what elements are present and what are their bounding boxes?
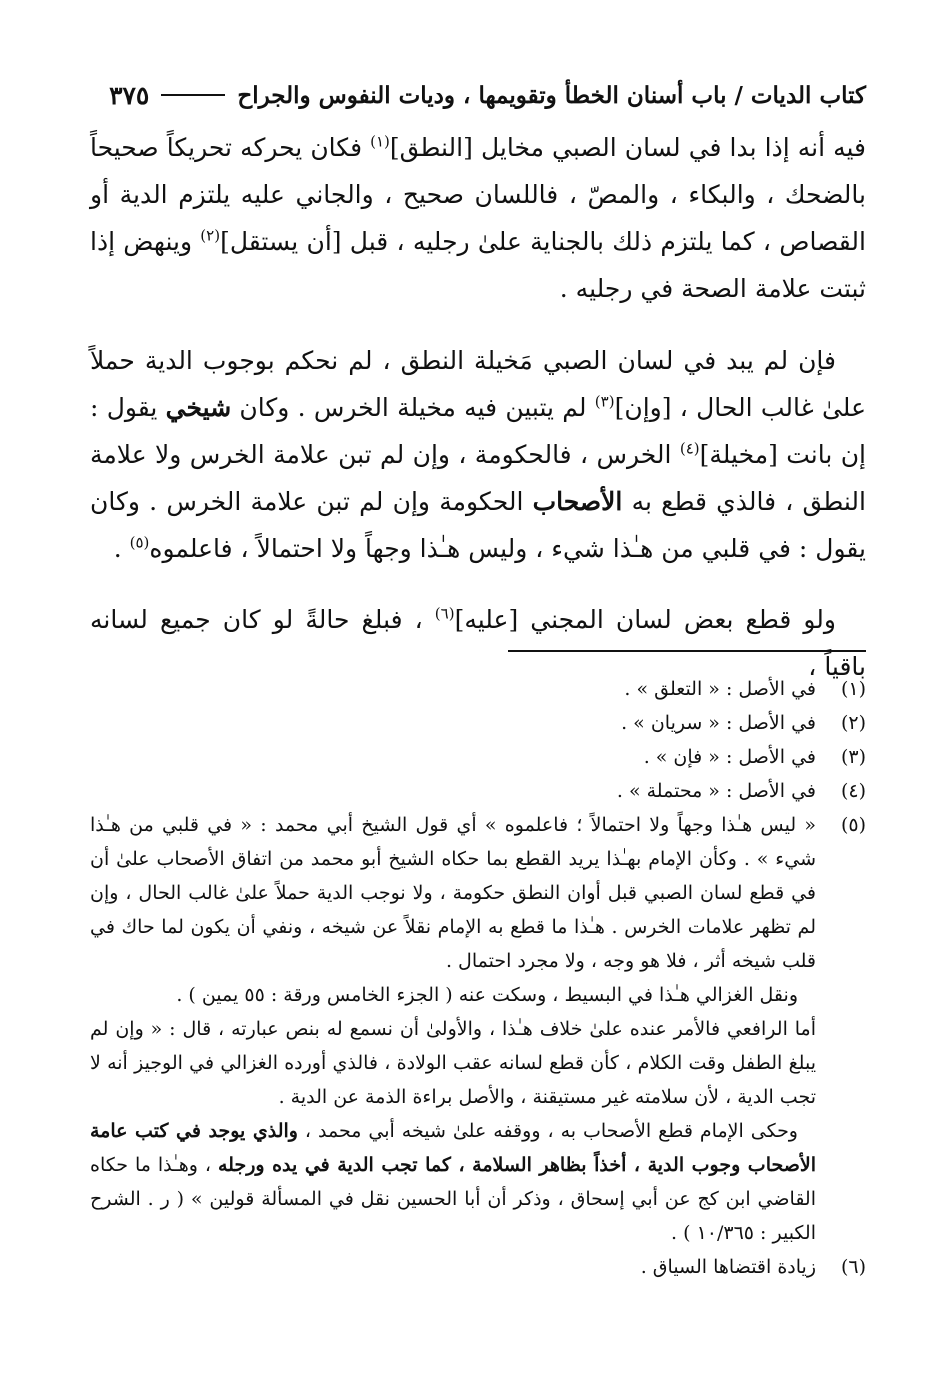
bold-term-companions: الأصحاب [532, 487, 623, 516]
footnote-ref-2: (٢) [200, 226, 221, 245]
footnote-text: زيادة اقتضاها السياق . [640, 1256, 816, 1278]
footnote-text [90, 808, 816, 1250]
paragraph-1 [90, 124, 866, 312]
footnote-1 [90, 672, 866, 706]
text-run: الخرس ، فالحكومة ، وإن لم تبن علامة الخرس ولا علامة النطق ، فالذي قطع به [90, 440, 866, 516]
footnote-4 [90, 774, 866, 808]
footnote-text: في الأصل : « فإن » . [643, 746, 816, 768]
footnote-number: (٦) [840, 1256, 866, 1278]
text-run: ولو قطع بعض لسان المجني [عليه] [454, 605, 836, 634]
footnote-ref-5: (٥) [129, 533, 150, 552]
footnote-ref-4: (٤) [679, 439, 700, 458]
bold-term-sheikh: شيخي [165, 393, 232, 422]
page-number: ٣٧٥ [109, 80, 150, 110]
text-run: . [113, 534, 130, 563]
text-run: لم يتبين فيه مخيلة الخرس . وكان [231, 393, 595, 422]
footnote-number: (١) [840, 678, 866, 700]
footnote-3 [90, 740, 866, 774]
text-run: وينهض إذا ثبتت علامة الصحة في رجليه . [90, 227, 866, 303]
text-run: ، وهـٰذا ما حكاه القاضي ابن كج عن أبي إسحاق ، وذكر أن أبا الحسين نقل في المسألة قولين » ( ر . الشرح الكبير : ١٠/٣٦٥ ) . [90, 1154, 816, 1244]
footnote-number: (٤) [840, 780, 866, 802]
main-text [90, 124, 866, 690]
footnote-text: في الأصل : « محتملة » . [616, 780, 816, 802]
header-title: كتاب الديات / باب أسنان الخطأ وتقويمها ، وديات النفوس والجراح [237, 81, 866, 109]
text-run: الحكومة وإن لم تبن علامة الخرس . وكان يقول : في قلبي من هـٰذا شيء ، وليس هـٰذا وجهاً ولا احتمالاً ، فاعلموه [90, 487, 866, 563]
text-run: وحكى الإمام قطع الأصحاب به ، ووقفه علىٰ شيخه أبي محمد ، [297, 1120, 798, 1142]
footnote-paragraph: « ليس هـٰذا وجهاً ولا احتمالاً ؛ فاعلموه » أي قول الشيخ أبي محمد : « في قلبي من هـٰذا شيء » . وكأن الإمام بهـٰذا يريد القطع بما حكاه الشيخ أبو محمد من اتفاق الأصحاب علىٰ أن في قطع لسان الصبي قبل أوان النطق حكومة ، ولا نوجب الدية حملاً علىٰ غالب الحال ، وإن لم تظهر علامات الخرس . هـٰذا ما قطع به الإمام نقلاً عن شيخه ، ونفي أن يكون لما حاك في قلب شيخه أثر ، فلا هو وجه ، ولا مجرد احتمال . [90, 814, 816, 972]
footnote-2 [90, 706, 866, 740]
footnote-number: (٣) [840, 746, 866, 768]
footnote-number: (٢) [840, 712, 866, 734]
footnote-text: في الأصل : « سريان » . [621, 712, 816, 734]
paragraph-2 [90, 337, 866, 572]
footnote-paragraph: أما الرافعي فالأمر عنده علىٰ خلاف هـٰذا ، والأولىٰ أن نسمع له بنص عبارته ، قال : « وإن لم يبلغ الطفل وقت الكلام ، كأن قطع لسانه عقب الولادة ، فالذي أورده الغزالي في الوجيز أنه لا تجب الدية ، لأن سلامته غير مستيقنة ، والأصل براءة الذمة عن الدية . [90, 1018, 816, 1108]
text-run: فكان يحركه تحريكاً صحيحاً بالضحك ، والبكاء ، والمصّ ، فاللسان صحيح ، والجاني عليه يلتزم الدية أو القصاص ، كما يلتزم ذلك بالجناية علىٰ رجليه ، قبل [أن يستقل] [90, 133, 866, 256]
footnote-ref-1: (١) [370, 132, 390, 151]
footnotes [90, 672, 866, 1284]
footnote-paragraph: ونقل الغزالي هـٰذا في البسيط ، وسكت عنه ( الجزء الخامس ورقة : ٥٥ يمين ) . [176, 984, 798, 1006]
text-run: فإن لم يبد في لسان الصبي مَخيلة النطق ، لم نحكم بوجوب الدية حملاً علىٰ غالب الحال ، [وإن] [90, 346, 867, 422]
footnote-text: في الأصل : « التعلق » . [624, 678, 816, 700]
footnote-5 [90, 808, 866, 1250]
text-run: فيه أنه إذا بدا في لسان الصبي مخايل [النطق] [389, 133, 866, 162]
footnote-ref-6: (٦) [434, 604, 455, 623]
text-run: ، فبلغ حالةً لو كان جميع لسانه باقياً ، [90, 605, 866, 681]
text-run: يقول : إن بانت [مخيلة] [90, 393, 866, 469]
footnote-ref-3: (٣) [594, 392, 615, 411]
footnote-number: (٥) [840, 814, 866, 836]
header-rule [161, 94, 225, 96]
footnote-6 [90, 1250, 866, 1284]
footnote-separator [508, 650, 866, 652]
bold-quote: والذي يوجد في كتب عامة الأصحاب وجوب الدية ، أخذاً بظاهر السلامة ، كما تجب الدية في يده ورجله [90, 1120, 816, 1176]
running-header [90, 74, 866, 116]
footnote-paragraph [90, 1114, 816, 1250]
